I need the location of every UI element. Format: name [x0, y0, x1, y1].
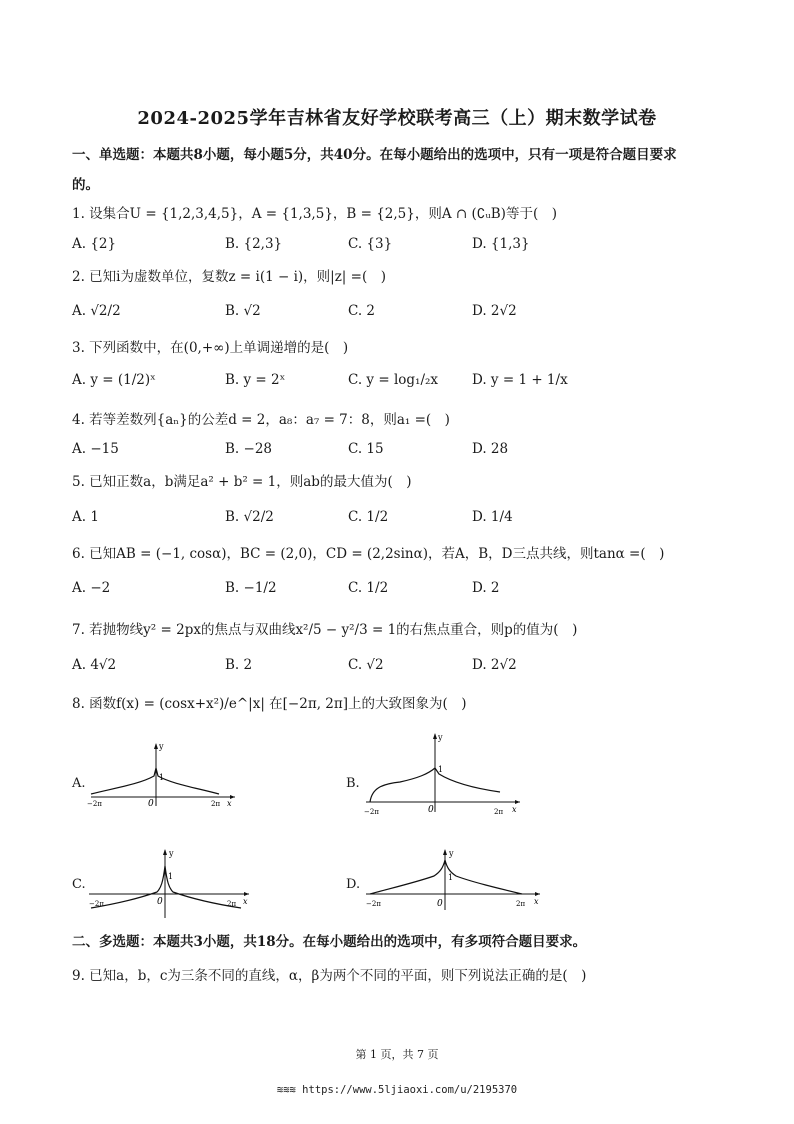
source-url[interactable]: ≋≋≋ https://www.5ljiaoxi.com/u/2195370	[276, 1084, 518, 1096]
pos-2pi-label: 2π	[227, 900, 237, 908]
graph-d-curve	[370, 860, 522, 894]
question-2-options	[72, 303, 732, 325]
option-b: B. 2	[225, 657, 253, 673]
x-axis-label: x	[227, 799, 232, 808]
question-9: 9. 已知a，b，c为三条不同的直线，α，β为两个不同的平面，则下列说法正确的是( )	[72, 968, 587, 984]
option-b: B. {2,3}	[225, 236, 283, 252]
neg-2pi-label: −2π	[366, 900, 381, 908]
neg-2pi-label: −2π	[364, 808, 379, 816]
option-a: A. −15	[72, 441, 119, 457]
question-1-options	[72, 236, 732, 258]
option-d: D. 2√2	[472, 657, 517, 673]
graph-b	[360, 730, 525, 820]
option-c: C. y = log₁/₂x	[348, 372, 439, 388]
question-6: 6. 已知AB = (−1, cosα)，BC = (2,0)，CD = (2,2sinα)，若A，B，D三点共线，则tanα =( )	[72, 546, 665, 562]
section-1-heading: 一、单选题：本题共8小题，每小题5分，共40分。在每小题给出的选项中，只有一项是符合题目要求	[72, 147, 677, 163]
option-d: D. {1,3}	[472, 236, 530, 252]
x-axis-label: x	[534, 897, 539, 906]
origin-label: 0	[428, 805, 434, 815]
option-c: C. 15	[348, 441, 384, 457]
x-axis-label: x	[512, 805, 517, 814]
neg-2pi-label: −2π	[89, 900, 104, 908]
y-axis-label: y	[169, 849, 174, 858]
one-label: 1	[448, 873, 454, 882]
question-2: 2. 已知i为虚数单位，复数z = i(1 − i)，则|z| =( )	[72, 269, 386, 285]
graph-c-label: C.	[72, 877, 86, 892]
option-a: A. 1	[72, 509, 99, 525]
question-7-options	[72, 657, 732, 679]
option-b: B. √2/2	[225, 509, 274, 525]
question-1: 1. 设集合U = {1,2,3,4,5}，A = {1,3,5}，B = {2,5}，则A ∩ (∁ᵤB)等于( )	[72, 206, 557, 222]
option-a: A. √2/2	[72, 303, 121, 319]
option-c: C. 1/2	[348, 509, 389, 525]
option-d: D. y = 1 + 1/x	[472, 372, 568, 388]
graph-b-label: B.	[346, 776, 360, 791]
origin-label: 0	[437, 899, 443, 909]
question-3: 3. 下列函数中，在(0,+∞)上单调递增的是( )	[72, 340, 349, 356]
option-d: D. 28	[472, 441, 509, 457]
x-axis-label: x	[243, 897, 248, 906]
graph-a	[85, 740, 245, 812]
option-a: A. {2}	[72, 236, 117, 252]
graph-c-curve	[91, 866, 241, 908]
option-b: B. √2	[225, 303, 261, 319]
option-c: C. √2	[348, 657, 384, 673]
option-c: C. {3}	[348, 236, 393, 252]
graph-a-curve	[91, 768, 219, 794]
option-a: A. −2	[72, 580, 111, 596]
option-b: B. −28	[225, 441, 272, 457]
pos-2pi-label: 2π	[516, 900, 526, 908]
page-footer: 第 1 页，共 7 页	[355, 1048, 439, 1061]
one-label: 1	[159, 773, 165, 782]
option-d: D. 1/4	[472, 509, 513, 525]
section-1-heading-cont: 的。	[72, 177, 99, 193]
y-axis-label: y	[449, 849, 454, 858]
option-a: A. 4√2	[72, 657, 117, 673]
origin-label: 0	[157, 897, 163, 907]
origin-label: 0	[148, 799, 154, 809]
question-4: 4. 若等差数列{aₙ}的公差d = 2，a₈：a₇ = 7：8，则a₁ =( )	[72, 412, 450, 428]
question-7: 7. 若抛物线y² = 2px的焦点与双曲线x²/5 − y²/3 = 1的右焦点重合，则p的值为( )	[72, 622, 578, 638]
section-2-heading: 二、多选题：本题共3小题，共18分。在每小题给出的选项中，有多项符合题目要求。	[72, 934, 587, 950]
question-5-options	[72, 509, 732, 531]
graph-a-label: A.	[72, 776, 86, 791]
graph-c	[85, 846, 255, 926]
pos-2pi-label: 2π	[494, 808, 504, 816]
one-label: 1	[438, 765, 444, 774]
option-b: B. −1/2	[225, 580, 277, 596]
question-8: 8. 函数f(x) = (cosx+x²)/e^|x| 在[−2π, 2π]上的大致图象为( )	[72, 696, 467, 712]
neg-2pi-label: −2π	[87, 800, 102, 808]
question-3-options	[72, 372, 732, 394]
y-axis-label: y	[159, 742, 164, 751]
graph-d-label: D.	[346, 877, 361, 892]
option-a: A. y = (1/2)ˣ	[72, 372, 156, 388]
y-axis-label: y	[438, 733, 443, 742]
option-c: C. 2	[348, 303, 376, 319]
option-d: D. 2√2	[472, 303, 517, 319]
option-d: D. 2	[472, 580, 500, 596]
graph-c-axes	[89, 849, 249, 918]
question-5: 5. 已知正数a，b满足a² + b² = 1，则ab的最大值为( )	[72, 474, 412, 490]
one-label: 1	[168, 872, 174, 881]
pos-2pi-label: 2π	[211, 800, 221, 808]
page-title: 2024-2025学年吉林省友好学校联考高三（上）期末数学试卷	[137, 108, 657, 129]
question-4-options	[72, 441, 732, 463]
graph-d	[362, 846, 547, 926]
option-c: C. 1/2	[348, 580, 389, 596]
option-b: B. y = 2ˣ	[225, 372, 286, 388]
question-6-options	[72, 580, 732, 602]
